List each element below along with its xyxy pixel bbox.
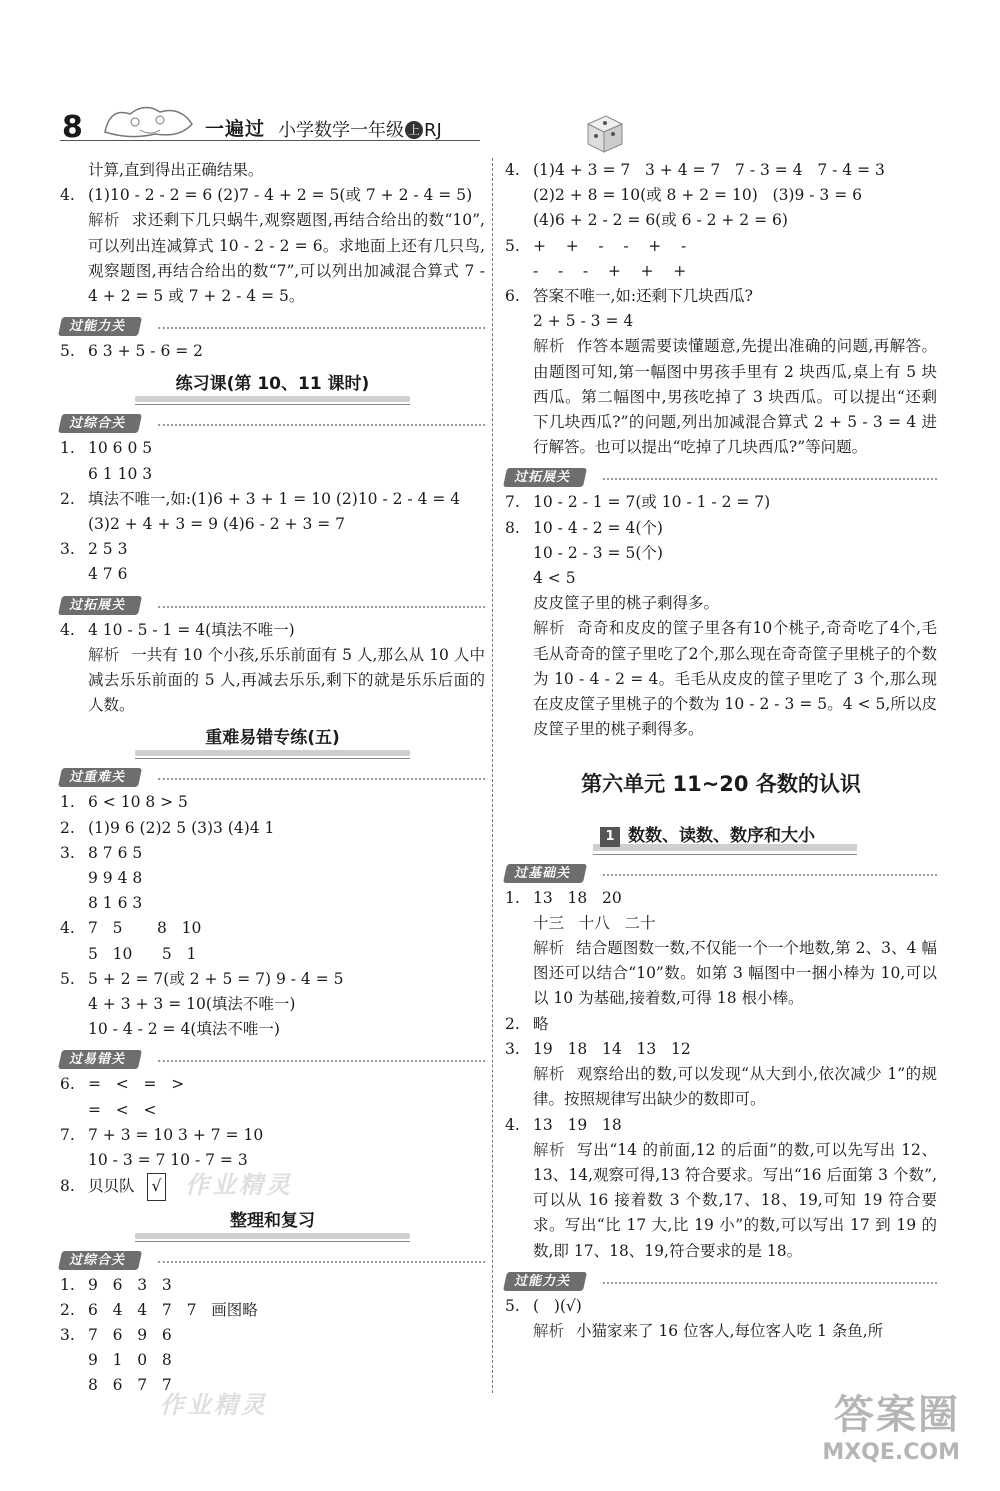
difficult-answer-5: 5. 5 + 2 = 7(或 2 + 5 = 7) 9 - 4 = 5 — [60, 969, 344, 988]
review-answer-2: 2. 6 4 4 7 7 画图略 — [60, 1300, 258, 1319]
site-watermark — [822, 1383, 960, 1465]
difficult-answer-5-line3: 10 - 4 - 2 = 4(填法不唯一) — [88, 1020, 280, 1039]
review-answer-1: 1. 9 6 3 3 — [60, 1275, 172, 1294]
lesson-explanation-4: 解析 写出“14 的前面,12 的后面”的数,可以先写出 12、13、14,观察可得,13 符合要求。写出“16 后面第 3 个数”,可以从 16 接着数 3 个数,17、18、19,可知 19 符合要求。写出“比 17 大,比 19 小”的数,可以写出 17 到 19 的数,即 17、18、19,符合要求的是 18。 — [533, 1140, 937, 1260]
right-column — [505, 158, 937, 1344]
right-explanation-6: 解析 作答本题需要读懂题意,先提出准确的问题,再解答。由题图可知,第一幅图中男孩手里有 2 块西瓜,桌上有 5 块西瓜。第二幅图中,男孩吃掉了 3 块西瓜。可以提出“还剩下几块西瓜?”的问题,列出加减混合算式 2 + 5 - 3 = 4 进行解答。也可以提出“吃掉了几块西瓜?”等问题。 — [533, 337, 937, 457]
page-number: 8 — [62, 110, 83, 145]
series-logo: 一遍过 — [205, 118, 266, 140]
difficult-answer-7-line2: 10 - 3 = 7 10 - 7 = 3 — [88, 1151, 248, 1170]
tag-basic: 过基础关 — [505, 862, 937, 884]
book-title — [278, 116, 442, 142]
practice-answer-1-line2: 6 1 10 3 — [88, 464, 153, 483]
cartoon-doodle-icon — [100, 102, 200, 142]
site-watermark-url: MXQE.COM — [822, 1440, 960, 1465]
continued-text: 计算,直到得出正确结果。 — [88, 161, 264, 179]
practice-answer-3-line2: 4 7 6 — [88, 565, 128, 584]
unit-title: 第六单元 11~20 各数的认识 — [581, 772, 861, 797]
answer-5: 5. 6 3 + 5 - 6 = 2 — [60, 342, 204, 361]
section-title-review: 整理和复习 — [60, 1207, 485, 1243]
difficult-answer-8: 8. 贝贝队 √ — [60, 1173, 485, 1200]
right-explanation-8: 解析 奇奇和皮皮的筐子里各有10个桃子,奇奇吃了4个,毛毛从奇奇的筐子里吃了2个,那么现在奇奇筐子里桃子的个数为 10 - 4 - 2 = 4。毛毛从皮皮的筐子里吃了 3 个,那么现在皮皮筐子里桃子的个数为 10 - 2 - 3 = 5。4 < 5,所以皮皮筐子里的桃子剩得多。 — [533, 619, 937, 739]
answer-4: 4. (1)10 - 2 - 2 = 6 (2)7 - 4 + 2 = 5(或 7 + 2 - 4 = 5) — [60, 186, 473, 205]
check-mark-box: √ — [147, 1173, 167, 1200]
tag-extension: 过拓展关 — [60, 594, 485, 616]
difficult-answer-3-line2: 9 9 4 8 — [88, 869, 143, 888]
difficult-answer-4: 4. 7 5 8 10 — [60, 919, 202, 938]
practice-answer-2: 2. 填法不唯一,如:(1)6 + 3 + 1 = 10 (2)10 - 2 - 4 = 4 — [60, 489, 461, 508]
lesson-answer-4: 4. 13 19 18 — [505, 1115, 622, 1134]
right-answer-4-line3: (4)6 + 2 - 2 = 6(或 6 - 2 + 2 = 6) — [533, 211, 788, 230]
difficult-answer-7: 7. 7 + 3 = 10 3 + 7 = 10 — [60, 1125, 264, 1144]
right-answer-8-line3: 4 < 5 — [533, 569, 576, 588]
lesson-explanation-5: 解析 小猫家来了 16 位客人,每位客人吃 1 条鱼,所 — [533, 1321, 884, 1340]
difficult-answer-1: 1. 6 < 10 8 > 5 — [60, 793, 188, 812]
right-answer-6: 6. 答案不唯一,如:还剩下几块西瓜? — [505, 287, 753, 306]
difficult-answer-6: 6. = < = > — [60, 1075, 185, 1094]
right-answer-5-line2: - - - + + + — [533, 261, 687, 280]
lesson-number-badge: 1 — [600, 827, 620, 847]
right-answer-4: 4. (1)4 + 3 = 7 3 + 4 = 7 7 - 3 = 4 7 - 4 = 3 — [505, 161, 885, 179]
dice-icon — [580, 110, 628, 158]
lesson-explanation-3: 解析 观察给出的数,可以发现“从大到小,依次减少 1”的规律。按照规律写出缺少的数即可。 — [533, 1065, 937, 1109]
right-answer-8-line2: 10 - 2 - 3 = 5(个) — [533, 543, 663, 562]
tag-ability: 过能力关 — [60, 315, 485, 337]
review-answer-3-line3: 8 6 7 7 — [88, 1376, 172, 1395]
practice-answer-4: 4. 4 10 - 5 - 1 = 4(填法不唯一) — [60, 620, 295, 639]
semester-badge: 上 — [405, 121, 423, 139]
review-answer-3-line2: 9 1 0 8 — [88, 1351, 172, 1370]
lesson-title: 1 数数、读数、数序和大小 — [505, 822, 937, 856]
header-rule — [60, 140, 480, 141]
section-title-difficult: 重难易错专练(五) — [60, 724, 485, 760]
explanation-4: 解析 求还剩下几只蜗牛,观察题图,再结合给出的数“10”,可以列出连减算式 10 - 2 - 2 = 6。求地面上还有几只鸟,观察题图,再结合给出的数“7”,可以列出加减混合算式 7 - 4 + 2 = 5 或 7 + 2 - 4 = 5。 — [88, 211, 485, 306]
right-answer-4-line2: (2)2 + 8 = 10(或 8 + 2 = 10) (3)9 - 3 = 6 — [533, 186, 862, 205]
lesson-explanation-1: 解析 结合题图数一数,不仅能一个一个地数,第 2、3、4 幅图还可以结合“10”数。如第 3 幅图中一捆小棒为 10,可以以 10 为基础,接着数,可得 18 根小棒。 — [533, 939, 937, 1008]
practice-answer-2-line2: (3)2 + 4 + 3 = 9 (4)6 - 2 + 3 = 7 — [88, 515, 346, 534]
difficult-answer-2: 2. (1)9 6 (2)2 5 (3)3 (4)4 1 — [60, 818, 275, 837]
book-title-edition: RJ — [424, 120, 442, 141]
lesson-answer-3: 3. 19 18 14 13 12 — [505, 1039, 691, 1058]
lesson-answer-5: 5. ( )(√) — [505, 1296, 582, 1315]
left-column — [60, 158, 485, 1399]
tag-error-prone: 过易错关 — [60, 1048, 485, 1070]
tag-comprehensive: 过综合关 — [60, 412, 485, 434]
difficult-answer-3: 3. 8 7 6 5 — [60, 843, 143, 862]
page-header — [60, 100, 480, 150]
practice-explanation-4: 解析 一共有 10 个小孩,乐乐前面有 5 人,那么从 10 人中减去乐乐前面的 5 人,再减去乐乐,剩下的就是乐乐后面的人数。 — [88, 645, 485, 715]
tag-comprehensive-2: 过综合关 — [60, 1249, 485, 1271]
right-answer-8: 8. 10 - 4 - 2 = 4(个) — [505, 518, 663, 537]
lesson-answer-1: 1. 13 18 20 — [505, 888, 622, 907]
right-answer-8-line4: 皮皮筐子里的桃子剩得多。 — [533, 594, 720, 613]
tag-ability-right: 过能力关 — [505, 1270, 937, 1292]
column-divider — [492, 158, 493, 1393]
practice-answer-1: 1. 10 6 0 5 — [60, 439, 153, 458]
right-answer-5: 5. + + - - + - — [505, 236, 687, 255]
tag-extension-right: 过拓展关 — [505, 466, 937, 488]
review-answer-3: 3. 7 6 9 6 — [60, 1325, 172, 1344]
difficult-answer-6-line2: = < < — [88, 1100, 157, 1119]
watermark-2: 作业精灵 — [160, 1391, 268, 1419]
site-watermark-title: 答案圈 — [834, 1392, 960, 1438]
difficult-answer-4-line2: 5 10 5 1 — [88, 944, 197, 963]
lesson-answer-1-line2: 十三 十八 二十 — [533, 913, 656, 932]
practice-answer-3: 3. 2 5 3 — [60, 540, 128, 559]
difficult-answer-5-line2: 4 + 3 + 3 = 10(填法不唯一) — [88, 995, 296, 1014]
tag-difficult: 过重难关 — [60, 766, 485, 788]
difficult-answer-3-line3: 8 1 6 3 — [88, 894, 143, 913]
book-title-text: 小学数学一年级 — [278, 120, 404, 141]
lesson-answer-2: 2. 略 — [505, 1014, 549, 1033]
right-answer-7: 7. 10 - 2 - 1 = 7(或 10 - 1 - 2 = 7) — [505, 493, 771, 512]
right-answer-6-line2: 2 + 5 - 3 = 4 — [533, 312, 634, 331]
watermark-1: 作业精灵 — [185, 1171, 293, 1199]
section-title-practice: 练习课(第 10、11 课时) — [60, 370, 485, 406]
